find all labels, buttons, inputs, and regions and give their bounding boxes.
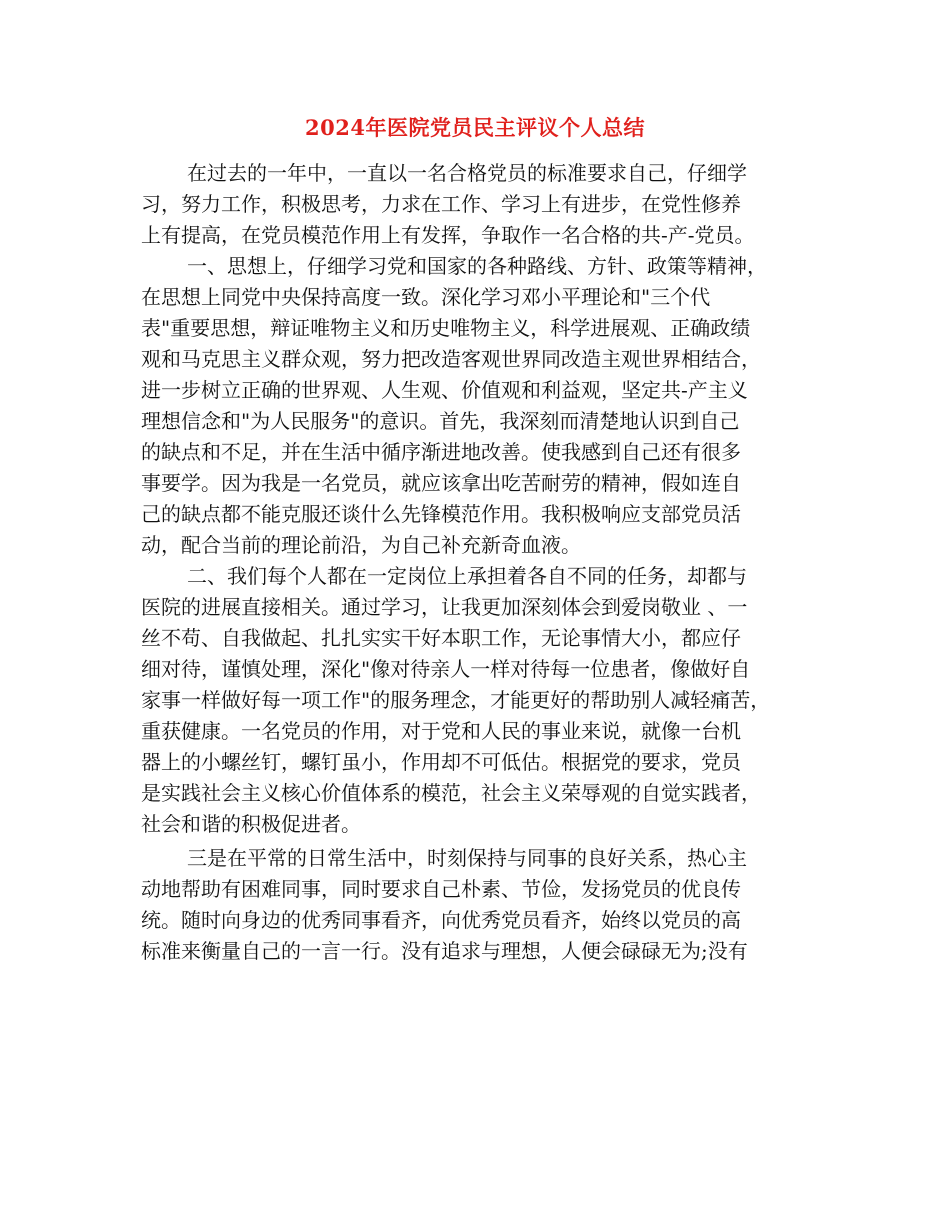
text-line: 的缺点和不足，并在生活中循序渐进地改善。使我感到自己还有很多 (141, 440, 741, 464)
paragraph-4 (141, 843, 816, 967)
text-line: 细对待，谨慎处理，深化"像对待亲人一样对待每一位患者，像做好自 (141, 657, 751, 681)
paragraph-1 (141, 158, 816, 251)
document-body (141, 158, 816, 967)
text-line: 观和马克思主义群众观，努力把改造客观世界同改造主观世界相结合， (141, 347, 761, 371)
paragraph-2 (141, 251, 816, 561)
text-line: 进一步树立正确的世界观、人生观、价值观和利益观，坚定共-产主义 (141, 378, 748, 402)
text-line: 事要学。因为我是一名党员，就应该拿出吃苦耐劳的精神，假如连自 (141, 471, 741, 495)
text-line: 器上的小螺丝钉，螺钉虽小，作用却不可低估。根据党的要求，党员 (141, 750, 741, 774)
text-line: 己的缺点都不能克服还谈什么先锋模范作用。我积极响应支部党员活 (141, 502, 741, 526)
text-line: 重获健康。一名党员的作用，对于党和人民的事业来说，就像一台机 (141, 719, 741, 743)
text-line: 家事一样做好每一项工作"的服务理念，才能更好的帮助别人减轻痛苦， (141, 688, 771, 712)
text-line: 动地帮助有困难同事，同时要求自己朴素、节俭，发扬党员的优良传 (141, 877, 741, 901)
paragraph-3 (141, 561, 816, 840)
text-line: 医院的进展直接相关。通过学习，让我更加深刻体会到爱岗敬业 、一 (141, 595, 748, 619)
text-line: 标准来衡量自己的一言一行。没有追求与理想，人便会碌碌无为;没有 (141, 939, 748, 963)
text-line: 一、思想上，仔细学习党和国家的各种路线、方针、政策等精神， (187, 254, 767, 278)
text-line: 动，配合当前的理论前沿，为自己补充新奇血液。 (141, 533, 581, 557)
text-line: 是实践社会主义核心价值体系的模范，社会主义荣辱观的自觉实践者， (141, 781, 761, 805)
text-line: 统。随时向身边的优秀同事看齐，向优秀党员看齐，始终以党员的高 (141, 908, 741, 932)
text-line: 习，努力工作，积极思考，力求在工作、学习上有进步，在党性修养 (141, 192, 741, 216)
text-line: 上有提高，在党员模范作用上有发挥，争取作一名合格的共-产-党员。 (141, 223, 755, 247)
text-line: 表"重要思想，辩证唯物主义和历史唯物主义，科学进展观、正确政绩 (141, 316, 751, 340)
text-line: 社会和谐的积极促进者。 (141, 812, 361, 836)
text-line: 丝不苟、自我做起、扎扎实实干好本职工作，无论事情大小，都应仔 (141, 626, 741, 650)
text-line: 三是在平常的日常生活中，时刻保持与同事的良好关系，热心主 (187, 846, 747, 870)
text-line: 在思想上同党中央保持高度一致。深化学习邓小平理论和"三个代 (141, 285, 711, 309)
text-line: 理想信念和"为人民服务"的意识。首先，我深刻而清楚地认识到自己 (141, 409, 740, 433)
text-line: 在过去的一年中，一直以一名合格党员的标准要求自己，仔细学 (187, 161, 747, 185)
text-line: 二、我们每个人都在一定岗位上承担着各自不同的任务，却都与 (187, 564, 747, 588)
document-title: 2024年医院党员民主评议个人总结 (305, 115, 645, 140)
